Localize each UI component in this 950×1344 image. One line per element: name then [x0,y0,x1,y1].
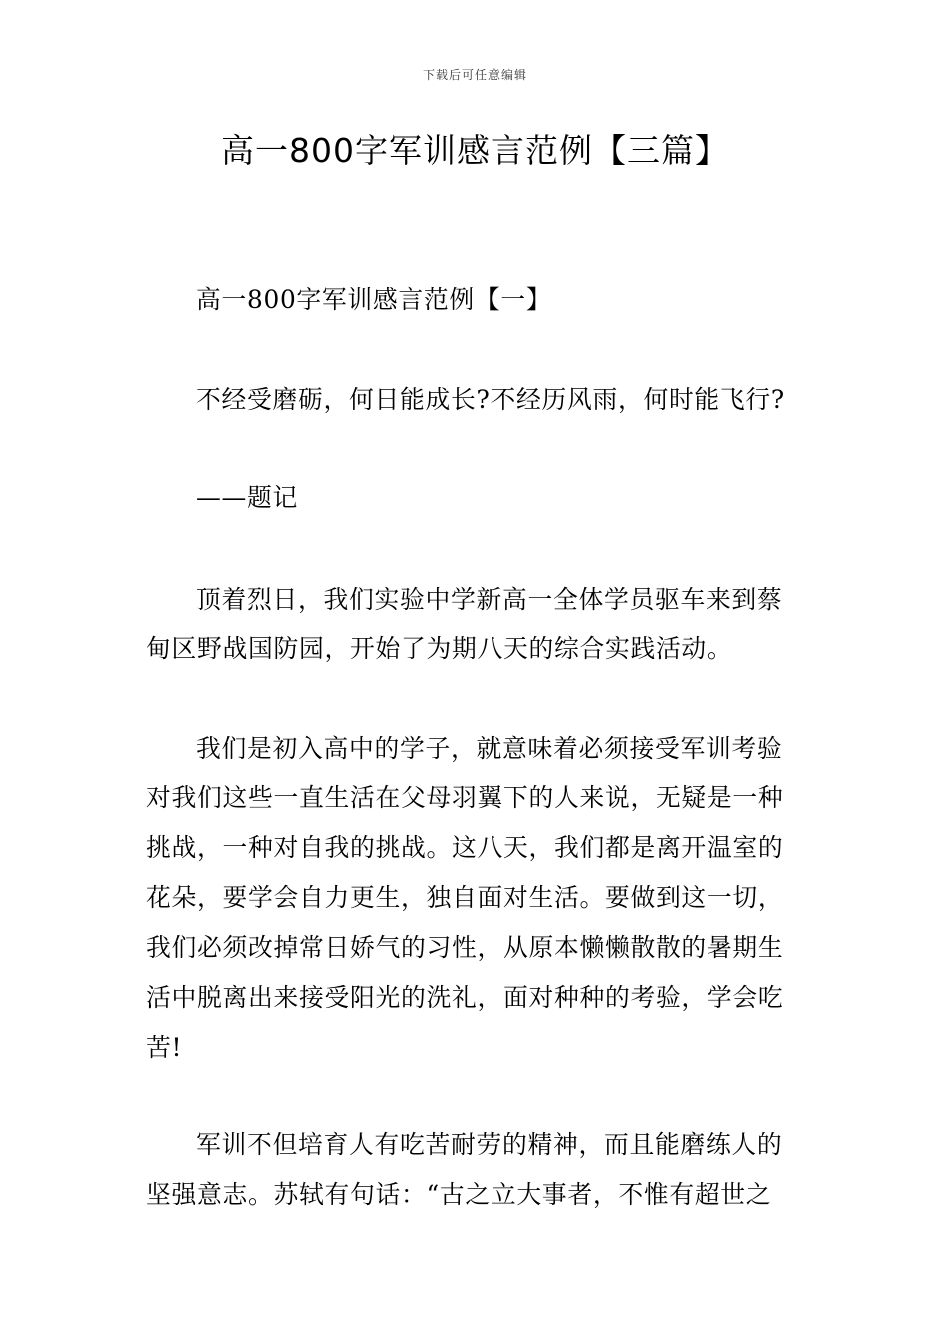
paragraph-2-line-4: 花朵，要学会自力更生，独自面对生活。要做到这一切， [146,883,784,912]
epigraph: 不经受磨砺，何日能成长?不经历风雨，何时能飞行? [196,385,785,414]
paragraph-2-line-6: 活中脱离出来接受阳光的洗礼，面对种种的考验，学会吃 [146,983,784,1012]
paragraph-1-line-2: 甸区野战国防园，开始了为期八天的综合实践活动。 [146,634,733,663]
document-title: 高一800字军训感言范例【三篇】 [221,131,729,170]
paragraph-2-line-2: 对我们这些一直生活在父母羽翼下的人来说，无疑是一种 [146,783,784,812]
section-heading: 高一800字军训感言范例【一】 [196,285,552,314]
paragraph-3-line-1: 军训不但培育人有吃苦耐劳的精神，而且能磨练人的 [196,1130,783,1159]
epigraph-attribution: ——题记 [196,483,298,512]
paragraph-2-line-1: 我们是初入高中的学子，就意味着必须接受军训考验 [196,734,783,763]
paragraph-2-line-5: 我们必须改掉常日娇气的习性，从原本懒懒散散的暑期生 [146,933,784,962]
paragraph-1-line-1: 顶着烈日，我们实验中学新高一全体学员驱车来到蔡 [196,585,783,614]
paragraph-2-line-7: 苦! [146,1033,183,1062]
paragraph-2-line-3: 挑战，一种对自我的挑战。这八天，我们都是离开温室的 [146,833,784,862]
paragraph-3-line-2: 坚强意志。苏轼有句话：“古之立大事者，不惟有超世之 [146,1180,772,1209]
header-note: 下载后可任意编辑 [422,68,527,82]
